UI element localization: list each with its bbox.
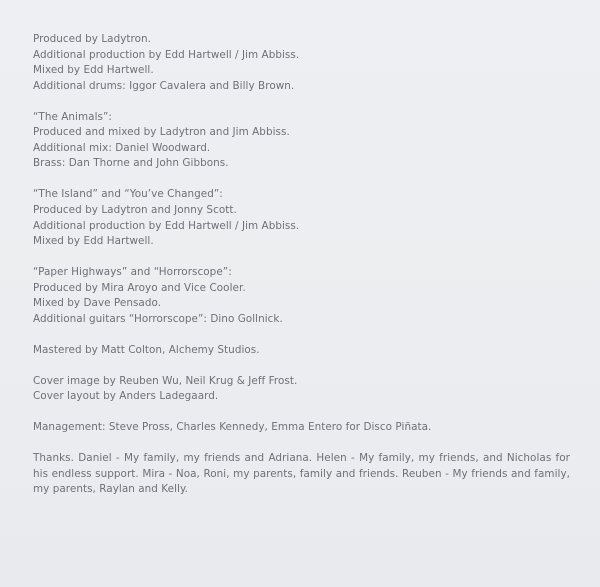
credit-line: Brass: Dan Thorne and John Gibbons. <box>33 157 229 170</box>
credit-line: Produced by Ladytron and Jonny Scott. <box>33 203 237 216</box>
track-heading: “Paper Highways” and “Horrorscope”: <box>33 266 232 279</box>
credits-main-block <box>33 32 578 94</box>
credits-paper-block <box>33 265 578 327</box>
credits-mastering-block <box>33 343 578 359</box>
credits-text <box>33 32 578 513</box>
credit-line: Additional drums: Iggor Cavalera and Billy Brown. <box>33 79 295 92</box>
credit-line: Additional mix: Daniel Woodward. <box>33 141 211 154</box>
thanks-paragraph: Thanks. Daniel - My family, my friends and Adriana. Helen - My family, my friends, and Nicholas for his endless support. Mira - Noa, Roni, my parents, family and friends. Reuben - My friends and family, my parents, Raylan and Kelly. <box>33 451 570 496</box>
credit-line: Produced by Ladytron. <box>33 33 152 45</box>
track-heading: “The Island” and “You’ve Changed”: <box>33 188 223 201</box>
credit-line: Mixed by Edd Hartwell. <box>33 235 154 248</box>
credit-line: Additional guitars “Horrorscope”: Dino Gollnick. <box>33 312 283 325</box>
credits-cover-block <box>33 374 578 405</box>
credits-animals-block <box>33 110 578 172</box>
credit-line: Mixed by Dave Pensado. <box>33 297 162 310</box>
credit-line: Additional production by Edd Hartwell / Jim Abbiss. <box>33 219 300 232</box>
credits-island-block <box>33 187 578 249</box>
credit-line: Additional production by Edd Hartwell / Jim Abbiss. <box>33 48 300 61</box>
credit-line: Management: Steve Pross, Charles Kennedy, Emma Entero for Disco Piñata. <box>33 421 432 434</box>
credit-line: Cover image by Reuben Wu, Neil Krug & Jeff Frost. <box>33 374 298 387</box>
credit-line: Produced by Mira Aroyo and Vice Cooler. <box>33 281 246 294</box>
credit-line: Mixed by Edd Hartwell. <box>33 64 154 77</box>
credit-line: Mastered by Matt Colton, Alchemy Studios. <box>33 343 260 356</box>
credit-line: Cover layout by Anders Ladegaard. <box>33 390 219 403</box>
credit-line: Produced and mixed by Ladytron and Jim Abbiss. <box>33 126 290 139</box>
credits-management-block <box>33 420 578 436</box>
track-heading: “The Animals”: <box>33 110 112 123</box>
